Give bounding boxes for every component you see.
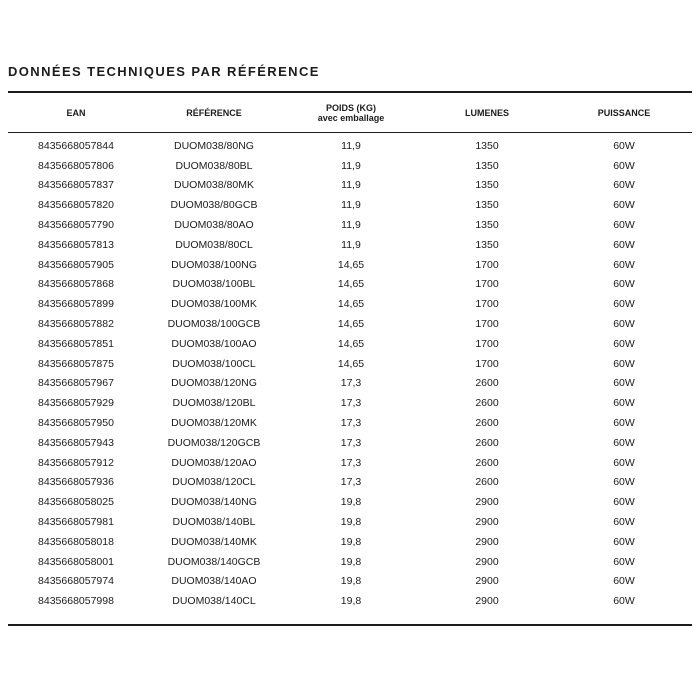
cell-reference: DUOM038/80NG — [174, 139, 254, 152]
table-row — [8, 235, 692, 255]
cell-lumenes: 1350 — [475, 199, 499, 212]
table-row — [8, 433, 692, 453]
cell-reference: DUOM038/80MK — [174, 179, 254, 192]
cell-ean: 8435668057790 — [38, 219, 114, 232]
cell-puissance: 60W — [613, 238, 635, 251]
cell-poids: 11,9 — [341, 238, 361, 251]
table-body — [8, 136, 692, 611]
column-header-ean-label: EAN — [66, 108, 86, 118]
cell-reference: DUOM038/120AO — [171, 456, 257, 469]
column-header-lumenes-label: LUMENES — [464, 108, 509, 118]
cell-puissance: 60W — [613, 199, 635, 212]
cell-reference: DUOM038/120BL — [172, 397, 256, 410]
table-row — [8, 294, 692, 314]
cell-reference: DUOM038/140BL — [172, 516, 256, 529]
cell-reference: DUOM038/100AO — [171, 337, 257, 350]
cell-reference: DUOM038/80AO — [174, 219, 254, 232]
cell-ean: 8435668057837 — [38, 179, 114, 192]
cell-lumenes: 2900 — [475, 555, 499, 568]
cell-puissance: 60W — [613, 516, 635, 529]
cell-lumenes: 2900 — [475, 516, 499, 529]
cell-ean: 8435668057936 — [38, 476, 114, 489]
table-row — [8, 532, 692, 552]
cell-ean: 8435668057813 — [38, 238, 114, 251]
cell-lumenes: 2900 — [475, 535, 499, 548]
cell-ean: 8435668057929 — [38, 397, 114, 410]
cell-poids: 17,3 — [340, 377, 362, 390]
table-row — [8, 413, 692, 433]
cell-ean: 8435668057882 — [38, 318, 114, 331]
cell-poids: 17,3 — [340, 456, 362, 469]
table-row — [8, 136, 692, 156]
cell-lumenes: 2900 — [475, 496, 499, 509]
cell-poids: 19,8 — [340, 535, 362, 548]
cell-poids: 11,9 — [341, 219, 361, 232]
cell-lumenes: 1700 — [475, 337, 499, 350]
cell-lumenes: 2600 — [475, 456, 499, 469]
cell-lumenes: 1700 — [475, 357, 499, 370]
cell-lumenes: 1350 — [475, 219, 499, 232]
cell-puissance: 60W — [613, 476, 635, 489]
cell-reference: DUOM038/140NG — [171, 496, 257, 509]
cell-poids: 14,65 — [337, 278, 365, 291]
cell-ean: 8435668057868 — [38, 278, 114, 291]
table-row — [8, 512, 692, 532]
cell-lumenes: 2600 — [475, 476, 499, 489]
cell-reference: DUOM038/140AO — [171, 575, 257, 588]
table-row — [8, 334, 692, 354]
cell-ean: 8435668057844 — [38, 139, 114, 152]
table-row — [8, 215, 692, 235]
cell-poids: 17,3 — [340, 417, 362, 430]
cell-poids: 11,9 — [341, 139, 361, 152]
cell-lumenes: 2600 — [475, 397, 499, 410]
cell-lumenes: 2600 — [475, 377, 499, 390]
cell-puissance: 60W — [613, 377, 635, 390]
cell-puissance: 60W — [613, 357, 635, 370]
cell-poids: 17,3 — [340, 476, 362, 489]
cell-ean: 8435668057905 — [38, 258, 114, 271]
table-row — [8, 492, 692, 512]
cell-puissance: 60W — [613, 219, 635, 232]
cell-lumenes: 1700 — [475, 318, 499, 331]
cell-poids: 11,9 — [341, 159, 361, 172]
cell-reference: DUOM038/120NG — [171, 377, 257, 390]
cell-puissance: 60W — [613, 496, 635, 509]
table-row — [8, 473, 692, 493]
cell-reference: DUOM038/100CL — [172, 357, 256, 370]
cell-lumenes: 1700 — [475, 298, 499, 311]
table-row — [8, 354, 692, 374]
cell-poids: 14,65 — [337, 318, 365, 331]
cell-ean: 8435668057943 — [38, 436, 114, 449]
cell-lumenes: 1350 — [475, 139, 499, 152]
cell-reference: DUOM038/140CL — [172, 595, 256, 608]
column-header-poids-label: POIDS (KG) — [325, 103, 376, 113]
cell-puissance: 60W — [613, 397, 635, 410]
cell-puissance: 60W — [613, 595, 635, 608]
column-header-puissance-label: PUISSANCE — [597, 108, 651, 118]
cell-reference: DUOM038/100BL — [172, 278, 256, 291]
cell-reference: DUOM038/120MK — [171, 417, 257, 430]
table-row — [8, 275, 692, 295]
cell-ean: 8435668057998 — [38, 595, 114, 608]
table-row — [8, 453, 692, 473]
cell-puissance: 60W — [613, 318, 635, 331]
cell-ean: 8435668057912 — [38, 456, 114, 469]
table-row — [8, 393, 692, 413]
cell-ean: 8435668057820 — [38, 199, 114, 212]
cell-ean: 8435668057974 — [38, 575, 114, 588]
cell-poids: 19,8 — [340, 595, 362, 608]
cell-poids: 19,8 — [340, 555, 362, 568]
table-bottom-rule — [8, 624, 692, 626]
cell-lumenes: 1700 — [475, 278, 499, 291]
column-header-lumenes — [418, 97, 556, 129]
cell-lumenes: 1350 — [475, 159, 499, 172]
column-header-poids-sublabel: avec emballage — [317, 113, 385, 123]
cell-puissance: 60W — [613, 159, 635, 172]
cell-puissance: 60W — [613, 575, 635, 588]
cell-reference: DUOM038/100MK — [171, 298, 257, 311]
cell-reference: DUOM038/140MK — [171, 535, 257, 548]
cell-ean: 8435668058018 — [38, 535, 114, 548]
cell-reference: DUOM038/80CL — [175, 238, 253, 251]
cell-reference: DUOM038/120GCB — [167, 436, 261, 449]
cell-poids: 11,9 — [341, 199, 361, 212]
page-title: DONNÉES TECHNIQUES PAR RÉFÉRENCE — [8, 64, 320, 79]
cell-poids: 14,65 — [337, 298, 365, 311]
cell-puissance: 60W — [613, 337, 635, 350]
cell-lumenes: 2900 — [475, 575, 499, 588]
cell-reference: DUOM038/100GCB — [167, 318, 261, 331]
cell-poids: 19,8 — [340, 575, 362, 588]
cell-ean: 8435668057899 — [38, 298, 114, 311]
cell-ean: 8435668058025 — [38, 496, 114, 509]
cell-poids: 14,65 — [337, 357, 365, 370]
cell-reference: DUOM038/80GCB — [170, 199, 258, 212]
table-row — [8, 176, 692, 196]
cell-poids: 14,65 — [337, 258, 365, 271]
cell-reference: DUOM038/120CL — [172, 476, 256, 489]
cell-lumenes: 2600 — [475, 417, 499, 430]
cell-lumenes: 2600 — [475, 436, 499, 449]
column-header-reference-label: RÉFÉRENCE — [186, 108, 242, 118]
cell-puissance: 60W — [613, 417, 635, 430]
cell-puissance: 60W — [613, 278, 635, 291]
cell-puissance: 60W — [613, 456, 635, 469]
column-header-reference — [144, 97, 284, 129]
cell-poids: 19,8 — [340, 496, 362, 509]
table-row — [8, 591, 692, 611]
cell-reference: DUOM038/100NG — [171, 258, 257, 271]
cell-puissance: 60W — [613, 535, 635, 548]
cell-ean: 8435668057806 — [38, 159, 114, 172]
cell-poids: 17,3 — [340, 397, 362, 410]
cell-puissance: 60W — [613, 298, 635, 311]
cell-poids: 14,65 — [337, 337, 365, 350]
cell-poids: 19,8 — [340, 516, 362, 529]
column-header-poids — [284, 97, 418, 129]
table-header-rule — [8, 132, 692, 133]
cell-ean: 8435668057875 — [38, 357, 114, 370]
table-row — [8, 572, 692, 592]
table-top-rule — [8, 91, 692, 93]
cell-poids: 11,9 — [341, 179, 361, 192]
cell-ean: 8435668057967 — [38, 377, 114, 390]
cell-puissance: 60W — [613, 139, 635, 152]
table-row — [8, 156, 692, 176]
cell-puissance: 60W — [613, 555, 635, 568]
table-row — [8, 255, 692, 275]
cell-reference: DUOM038/80BL — [175, 159, 253, 172]
column-header-ean — [8, 97, 144, 129]
cell-lumenes: 2900 — [475, 595, 499, 608]
cell-puissance: 60W — [613, 179, 635, 192]
cell-lumenes: 1700 — [475, 258, 499, 271]
cell-reference: DUOM038/140GCB — [167, 555, 261, 568]
table-row — [8, 552, 692, 572]
cell-ean: 8435668057950 — [38, 417, 114, 430]
cell-puissance: 60W — [613, 258, 635, 271]
table-row — [8, 314, 692, 334]
cell-puissance: 60W — [613, 436, 635, 449]
cell-lumenes: 1350 — [475, 179, 499, 192]
cell-ean: 8435668057851 — [38, 337, 114, 350]
cell-ean: 8435668058001 — [38, 555, 114, 568]
column-header-puissance — [556, 97, 692, 129]
cell-ean: 8435668057981 — [38, 516, 114, 529]
table-row — [8, 195, 692, 215]
cell-poids: 17,3 — [340, 436, 362, 449]
cell-lumenes: 1350 — [475, 238, 499, 251]
table-row — [8, 374, 692, 394]
